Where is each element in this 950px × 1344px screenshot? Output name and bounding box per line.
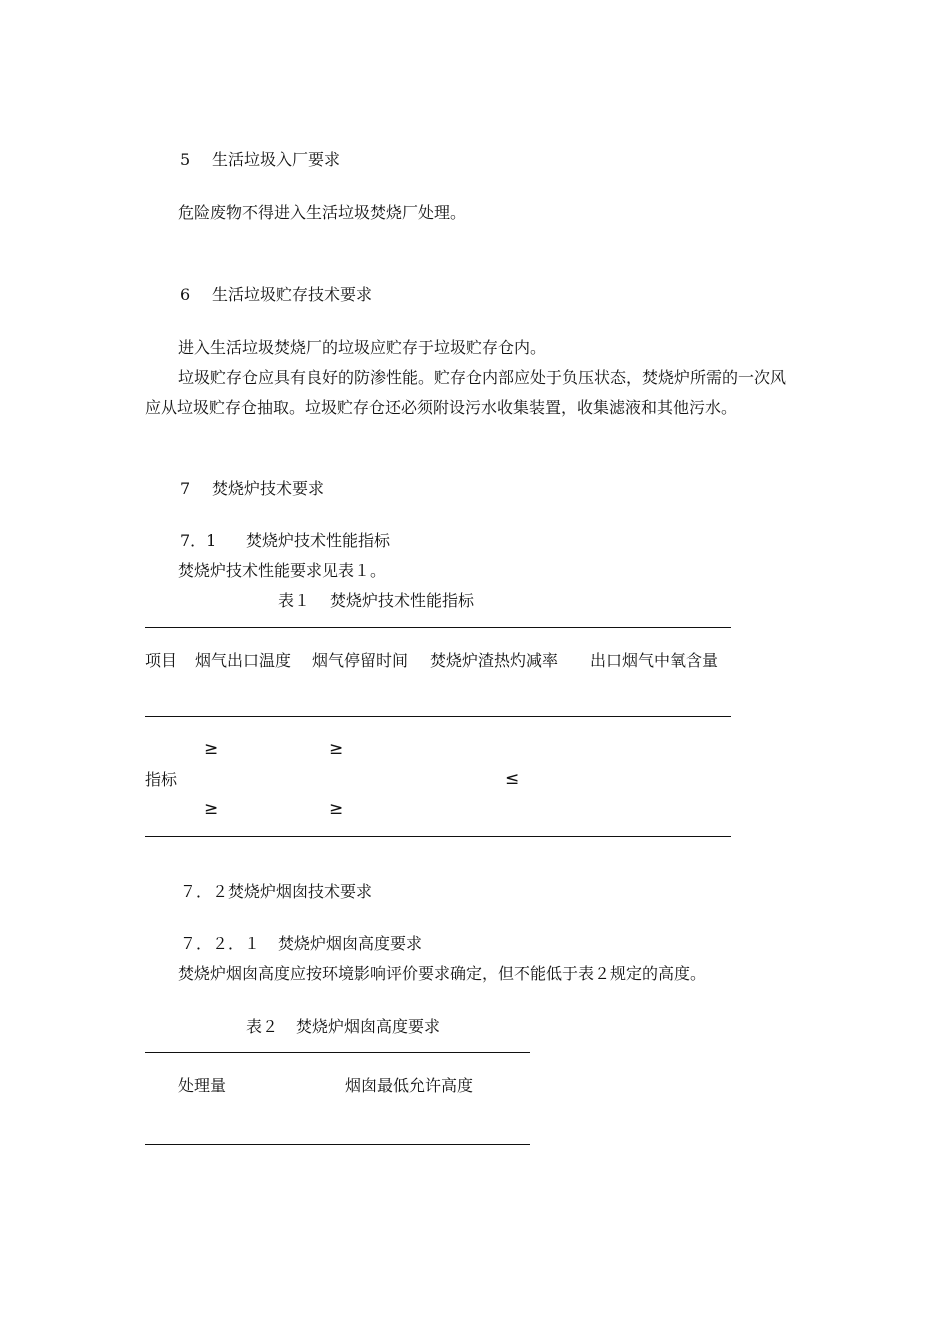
section-7-2-heading: ７．２焚烧炉烟囱技术要求 (180, 882, 373, 901)
section-6-paragraph-2-line-1: 垃圾贮存仓应具有良好的防渗性能。贮存仓内部应处于负压状态，焚烧炉所需的一次风 (178, 368, 787, 387)
section-6-number: 6 (180, 285, 191, 304)
table-1-header-slag-loss: 焚烧炉渣热灼减率 (430, 651, 559, 670)
section-6-title: 生活垃圾贮存技术要求 (212, 285, 373, 304)
section-5-text: 危险废物不得进入生活垃圾焚烧厂处理。 (178, 203, 467, 222)
table-2-header-capacity: 处理量 (178, 1076, 227, 1095)
section-7-1-text: 焚烧炉技术性能要求见表１。 (178, 561, 387, 580)
section-7-1-number: 7．1 (180, 531, 217, 550)
table-1-ge-symbol: ≥ (204, 739, 219, 759)
table-2-top-rule (145, 1052, 530, 1053)
table-1-caption-title: 焚烧炉技术性能指标 (330, 591, 475, 610)
section-5-title: 生活垃圾入厂要求 (212, 150, 341, 169)
table-1-top-rule (145, 627, 731, 628)
table-2-caption-title: 焚烧炉烟囱高度要求 (296, 1017, 441, 1036)
section-7-2-1-text: 焚烧炉烟囱高度应按环境影响评价要求确定，但不能低于表２规定的高度。 (178, 964, 707, 983)
section-7-2-1-number: ７．２．１ (180, 934, 261, 953)
table-1-header-exit-temp: 烟气出口温度 (195, 651, 292, 670)
table-1-row-label: 指标 (145, 770, 178, 789)
section-7-2-1-title: 焚烧炉烟囱高度要求 (278, 934, 423, 953)
section-6-paragraph-2-line-2: 应从垃圾贮存仓抽取。垃圾贮存仓还必须附设污水收集装置，收集滤液和其他污水。 (145, 398, 738, 417)
table-2-header-min-height: 烟囱最低允许高度 (345, 1076, 474, 1095)
table-1-caption-number: 表１ (278, 591, 311, 610)
table-2-header-rule (145, 1144, 530, 1145)
table-1-ge-symbol: ≥ (329, 799, 344, 819)
table-1-le-symbol: ≤ (505, 769, 520, 789)
table-1-bottom-rule (145, 836, 731, 837)
table-1-header-residence-time: 烟气停留时间 (312, 651, 409, 670)
table-1-ge-symbol: ≥ (329, 739, 344, 759)
table-1-header-item: 项目 (145, 651, 178, 670)
table-2-caption-number: 表２ (246, 1017, 279, 1036)
section-6-paragraph-1: 进入生活垃圾焚烧厂的垃圾应贮存于垃圾贮存仓内。 (178, 338, 547, 357)
section-7-title: 焚烧炉技术要求 (212, 479, 325, 498)
section-7-number: 7 (180, 479, 191, 498)
table-1-middle-rule (145, 716, 731, 717)
table-1-header-oxygen: 出口烟气中氧含量 (590, 651, 719, 670)
section-5-number: 5 (180, 150, 191, 169)
section-7-1-title: 焚烧炉技术性能指标 (246, 531, 391, 550)
table-1-ge-symbol: ≥ (204, 799, 219, 819)
